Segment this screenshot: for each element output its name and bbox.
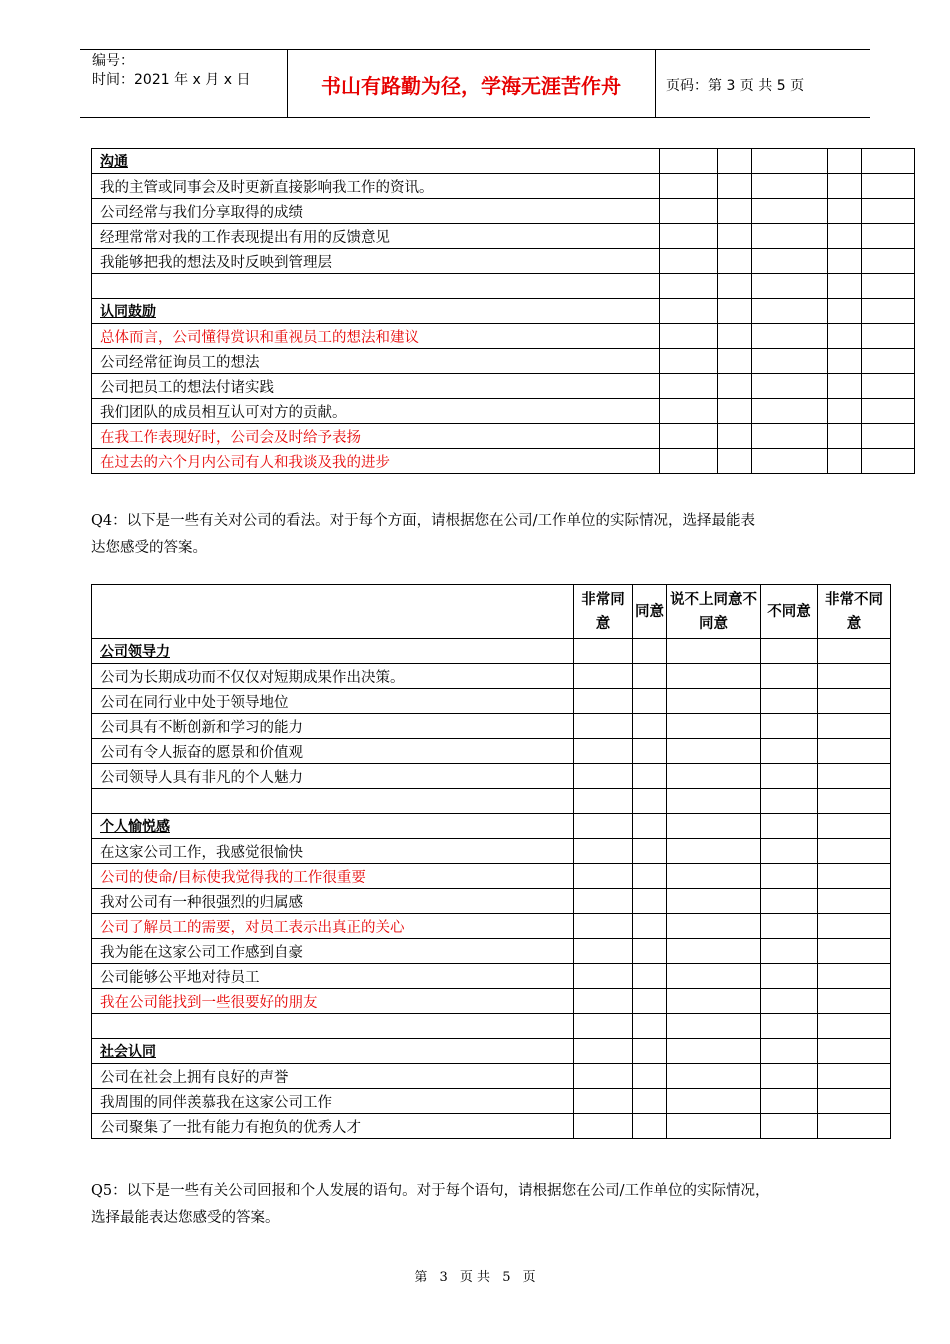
answer-cell[interactable]: [818, 914, 891, 939]
table-row: [92, 664, 891, 689]
answer-cell[interactable]: [633, 764, 667, 789]
footer-mid: 页 共: [459, 1270, 491, 1285]
answer-cell[interactable]: [818, 739, 891, 764]
answer-cell[interactable]: [752, 199, 828, 224]
answer-cell[interactable]: [761, 1064, 818, 1089]
answer-cell[interactable]: [574, 639, 633, 664]
answer-cell[interactable]: [752, 274, 828, 299]
table-row: [92, 199, 915, 224]
answer-cell[interactable]: [761, 639, 818, 664]
answer-cell[interactable]: [718, 199, 752, 224]
question-text: 经理常常对我的工作表现提出有用的反馈意见: [92, 224, 660, 249]
footer-current-page: 3: [439, 1270, 448, 1285]
answer-cell[interactable]: [633, 714, 667, 739]
answer-cell[interactable]: [828, 249, 862, 274]
question-text: 在这家公司工作，我感觉很愉快: [92, 839, 574, 864]
answer-cell[interactable]: [718, 299, 752, 324]
answer-cell[interactable]: [862, 399, 915, 424]
answer-cell[interactable]: [818, 1039, 891, 1064]
answer-cell[interactable]: [862, 174, 915, 199]
answer-cell[interactable]: [862, 324, 915, 349]
answer-cell[interactable]: [828, 324, 862, 349]
answer-cell[interactable]: [818, 1089, 891, 1114]
answer-cell[interactable]: [574, 789, 633, 814]
answer-cell[interactable]: [752, 174, 828, 199]
answer-cell[interactable]: [718, 324, 752, 349]
section-title: 沟通: [100, 154, 128, 170]
answer-cell[interactable]: [718, 424, 752, 449]
answer-cell[interactable]: [828, 174, 862, 199]
answer-cell[interactable]: [667, 839, 761, 864]
answer-cell[interactable]: [660, 299, 718, 324]
answer-cell[interactable]: [633, 964, 667, 989]
answer-cell[interactable]: [718, 349, 752, 374]
header-page-label: 页码：第 3 页 共 5 页: [666, 78, 805, 94]
header-divider-right: [655, 49, 656, 117]
table-row: [92, 1064, 891, 1089]
answer-cell[interactable]: [818, 764, 891, 789]
answer-cell[interactable]: [574, 1064, 633, 1089]
answer-cell[interactable]: [752, 349, 828, 374]
answer-cell[interactable]: [633, 839, 667, 864]
answer-cell[interactable]: [752, 149, 828, 174]
answer-cell[interactable]: [761, 1114, 818, 1139]
answer-cell[interactable]: [633, 789, 667, 814]
answer-cell[interactable]: [574, 739, 633, 764]
answer-cell[interactable]: [761, 964, 818, 989]
answer-cell[interactable]: [862, 149, 915, 174]
answer-cell[interactable]: [667, 664, 761, 689]
question-text: 在我工作表现好时，公司会及时给予表扬: [92, 424, 660, 449]
answer-cell[interactable]: [667, 914, 761, 939]
table-row: [92, 174, 915, 199]
table-row: [92, 864, 891, 889]
answer-cell[interactable]: [667, 1064, 761, 1089]
answer-cell[interactable]: [660, 174, 718, 199]
table-row: [92, 839, 891, 864]
answer-cell[interactable]: [667, 864, 761, 889]
answer-cell[interactable]: [574, 689, 633, 714]
answer-cell[interactable]: [574, 964, 633, 989]
answer-cell[interactable]: [818, 889, 891, 914]
section-title-row: [92, 814, 891, 839]
answer-cell[interactable]: [718, 399, 752, 424]
question-text: 我对公司有一种很强烈的归属感: [92, 889, 574, 914]
q5-instructions: [91, 1178, 891, 1232]
question-text: 公司能够公平地对待员工: [92, 964, 574, 989]
answer-cell[interactable]: [633, 914, 667, 939]
answer-cell[interactable]: [761, 789, 818, 814]
table-row: [92, 324, 915, 349]
answer-cell[interactable]: [752, 249, 828, 274]
answer-cell[interactable]: [828, 399, 862, 424]
question-text: 总体而言，公司懂得赏识和重视员工的想法和建议: [92, 324, 660, 349]
question-text: 我能够把我的想法及时反映到管理层: [92, 249, 660, 274]
answer-cell[interactable]: [818, 789, 891, 814]
header-motto: 书山有路勤为径，学海无涯苦作舟: [321, 74, 621, 98]
answer-cell[interactable]: [667, 814, 761, 839]
section-title-row: [92, 1039, 891, 1064]
answer-cell[interactable]: [667, 714, 761, 739]
section-title: 认同鼓励: [100, 304, 156, 320]
question-text: 公司领导人具有非凡的个人魅力: [92, 764, 574, 789]
table-row: [92, 249, 915, 274]
answer-cell[interactable]: [862, 249, 915, 274]
answer-cell[interactable]: [574, 714, 633, 739]
answer-cell[interactable]: [660, 424, 718, 449]
question-text: 我周围的同伴羡慕我在这家公司工作: [92, 1089, 574, 1114]
question-text: 公司的使命/目标使我觉得我的工作很重要: [92, 864, 574, 889]
page-footer: [0, 1266, 950, 1285]
answer-cell[interactable]: [633, 739, 667, 764]
answer-cell[interactable]: [818, 964, 891, 989]
answer-cell[interactable]: [667, 739, 761, 764]
answer-cell[interactable]: [761, 864, 818, 889]
answer-cell[interactable]: [761, 914, 818, 939]
answer-cell[interactable]: [761, 1039, 818, 1064]
answer-cell[interactable]: [574, 1089, 633, 1114]
answer-cell[interactable]: [633, 1089, 667, 1114]
answer-cell[interactable]: [667, 764, 761, 789]
table-row: [92, 449, 915, 474]
answer-cell[interactable]: [761, 939, 818, 964]
serial-label: 编号：: [92, 53, 134, 69]
answer-cell[interactable]: [633, 989, 667, 1014]
answer-cell[interactable]: [828, 224, 862, 249]
col-strongly-agree: 非常同意: [574, 585, 633, 639]
question-text: 公司把员工的想法付诸实践: [92, 374, 660, 399]
answer-cell[interactable]: [718, 224, 752, 249]
q4-instructions: [91, 508, 891, 562]
section-title-row: [92, 639, 891, 664]
answer-cell[interactable]: [828, 274, 862, 299]
answer-cell[interactable]: [818, 864, 891, 889]
answer-cell[interactable]: [667, 989, 761, 1014]
answer-cell[interactable]: [633, 1039, 667, 1064]
blank-row: [92, 789, 891, 814]
answer-cell[interactable]: [667, 939, 761, 964]
answer-cell[interactable]: [633, 1114, 667, 1139]
answer-cell[interactable]: [660, 374, 718, 399]
answer-cell[interactable]: [862, 199, 915, 224]
answer-cell[interactable]: [660, 324, 718, 349]
header-meta: [92, 52, 250, 90]
answer-cell[interactable]: [633, 1014, 667, 1039]
answer-cell[interactable]: [667, 1014, 761, 1039]
question-text: 我的主管或同事会及时更新直接影响我工作的资讯。: [92, 174, 660, 199]
time-label: 时间：2021 年 x 月 x 日: [92, 72, 251, 88]
answer-cell[interactable]: [574, 939, 633, 964]
answer-cell[interactable]: [667, 964, 761, 989]
answer-cell[interactable]: [660, 274, 718, 299]
question-text: 公司为长期成功而不仅仅对短期成果作出决策。: [92, 664, 574, 689]
table-row: [92, 1114, 891, 1139]
section-title: 社会认同: [100, 1044, 156, 1060]
footer-suffix: 页: [522, 1270, 536, 1285]
answer-cell[interactable]: [818, 1014, 891, 1039]
col-disagree: 不同意: [761, 585, 818, 639]
answer-cell[interactable]: [667, 689, 761, 714]
table-row: [92, 424, 915, 449]
section-title-row: [92, 149, 915, 174]
footer-prefix: 第: [414, 1270, 428, 1285]
answer-cell[interactable]: [574, 864, 633, 889]
section-title: 公司领导力: [100, 644, 170, 660]
table-row: [92, 374, 915, 399]
answer-cell[interactable]: [818, 689, 891, 714]
answer-cell[interactable]: [828, 199, 862, 224]
answer-cell[interactable]: [752, 224, 828, 249]
question-text: 我们团队的成员相互认可对方的贡献。: [92, 399, 660, 424]
answer-cell[interactable]: [660, 199, 718, 224]
answer-cell[interactable]: [862, 424, 915, 449]
answer-cell[interactable]: [718, 449, 752, 474]
answer-cell[interactable]: [828, 299, 862, 324]
answer-cell[interactable]: [667, 1114, 761, 1139]
answer-cell[interactable]: [862, 449, 915, 474]
answer-cell[interactable]: [660, 349, 718, 374]
survey-table-communication: [91, 148, 915, 474]
header-bottom-rule: [80, 117, 870, 118]
answer-cell[interactable]: [633, 664, 667, 689]
answer-cell[interactable]: [818, 664, 891, 689]
answer-cell[interactable]: [660, 449, 718, 474]
answer-cell[interactable]: [574, 764, 633, 789]
answer-cell[interactable]: [574, 814, 633, 839]
table-row: [92, 764, 891, 789]
answer-cell[interactable]: [761, 889, 818, 914]
answer-cell[interactable]: [761, 839, 818, 864]
answer-cell[interactable]: [574, 664, 633, 689]
answer-cell[interactable]: [718, 249, 752, 274]
answer-cell[interactable]: [574, 1039, 633, 1064]
blank-cell: [92, 274, 660, 299]
answer-cell[interactable]: [574, 989, 633, 1014]
answer-cell[interactable]: [862, 299, 915, 324]
answer-cell[interactable]: [574, 1014, 633, 1039]
answer-cell[interactable]: [660, 224, 718, 249]
table-row: [92, 914, 891, 939]
answer-cell[interactable]: [818, 814, 891, 839]
answer-cell[interactable]: [761, 739, 818, 764]
answer-cell[interactable]: [862, 224, 915, 249]
answer-cell[interactable]: [718, 274, 752, 299]
answer-cell[interactable]: [761, 764, 818, 789]
answer-cell[interactable]: [761, 814, 818, 839]
answer-cell[interactable]: [761, 689, 818, 714]
answer-cell[interactable]: [818, 1114, 891, 1139]
answer-cell[interactable]: [667, 789, 761, 814]
answer-cell[interactable]: [828, 449, 862, 474]
answer-cell[interactable]: [862, 374, 915, 399]
table-row: [92, 689, 891, 714]
answer-cell[interactable]: [633, 889, 667, 914]
answer-cell[interactable]: [660, 149, 718, 174]
section-title: 个人愉悦感: [100, 819, 170, 835]
question-text: 公司经常与我们分享取得的成绩: [92, 199, 660, 224]
answer-cell[interactable]: [667, 1089, 761, 1114]
question-text: 公司聚集了一批有能力有抱负的优秀人才: [92, 1114, 574, 1139]
answer-cell[interactable]: [718, 374, 752, 399]
answer-cell[interactable]: [818, 639, 891, 664]
col-neutral: 说不上同意不同意: [667, 585, 761, 639]
table-row: [92, 224, 915, 249]
answer-cell[interactable]: [818, 939, 891, 964]
question-text: 公司具有不断创新和学习的能力: [92, 714, 574, 739]
answer-cell[interactable]: [818, 1064, 891, 1089]
blank-cell: [92, 789, 574, 814]
question-text: 在过去的六个月内公司有人和我谈及我的进步: [92, 449, 660, 474]
answer-cell[interactable]: [660, 399, 718, 424]
answer-cell[interactable]: [633, 814, 667, 839]
table-row: [92, 939, 891, 964]
table-row: [92, 349, 915, 374]
table-header-row: [92, 585, 891, 639]
answer-cell[interactable]: [574, 1114, 633, 1139]
answer-cell[interactable]: [633, 689, 667, 714]
answer-cell[interactable]: [633, 1064, 667, 1089]
answer-cell[interactable]: [574, 839, 633, 864]
table-row: [92, 714, 891, 739]
table-row: [92, 739, 891, 764]
answer-cell[interactable]: [633, 639, 667, 664]
answer-cell[interactable]: [828, 149, 862, 174]
question-text: 我在公司能找到一些很要好的朋友: [92, 989, 574, 1014]
answer-cell[interactable]: [761, 1014, 818, 1039]
table-row: [92, 989, 891, 1014]
question-text: 我为能在这家公司工作感到自豪: [92, 939, 574, 964]
answer-cell[interactable]: [752, 424, 828, 449]
section-title-row: [92, 299, 915, 324]
answer-cell[interactable]: [761, 664, 818, 689]
answer-cell[interactable]: [752, 449, 828, 474]
answer-cell[interactable]: [752, 299, 828, 324]
answer-cell[interactable]: [633, 864, 667, 889]
answer-cell[interactable]: [718, 149, 752, 174]
answer-cell[interactable]: [667, 889, 761, 914]
question-text: 公司有令人振奋的愿景和价值观: [92, 739, 574, 764]
answer-cell[interactable]: [828, 374, 862, 399]
answer-cell[interactable]: [752, 399, 828, 424]
answer-cell[interactable]: [761, 989, 818, 1014]
table-row: [92, 399, 915, 424]
answer-cell[interactable]: [828, 349, 862, 374]
question-text: 公司了解员工的需要，对员工表示出真正的关心: [92, 914, 574, 939]
answer-cell[interactable]: [828, 424, 862, 449]
answer-cell[interactable]: [667, 639, 761, 664]
answer-cell[interactable]: [818, 989, 891, 1014]
col-strongly-disagree: 非常不同意: [818, 585, 891, 639]
answer-cell[interactable]: [633, 939, 667, 964]
question-text: 公司经常征询员工的想法: [92, 349, 660, 374]
answer-cell[interactable]: [574, 889, 633, 914]
footer-total-pages: 5: [502, 1270, 511, 1285]
q5-line-2: 选择最能表达您感受的答案。: [91, 1210, 280, 1226]
answer-cell[interactable]: [718, 174, 752, 199]
question-text: 公司在同行业中处于领导地位: [92, 689, 574, 714]
blank-row: [92, 274, 915, 299]
answer-cell[interactable]: [818, 839, 891, 864]
header-blank-cell: [92, 585, 574, 639]
answer-cell[interactable]: [667, 1039, 761, 1064]
answer-cell[interactable]: [862, 274, 915, 299]
q4-line-2: 达您感受的答案。: [91, 540, 207, 556]
answer-cell[interactable]: [752, 374, 828, 399]
answer-cell[interactable]: [862, 349, 915, 374]
answer-cell[interactable]: [761, 714, 818, 739]
q5-line-1: Q5：以下是一些有关公司回报和个人发展的语句。对于每个语句，请根据您在公司/工作单位的实际情况，: [91, 1183, 770, 1199]
question-text: 公司在社会上拥有良好的声誉: [92, 1064, 574, 1089]
answer-cell[interactable]: [574, 914, 633, 939]
table-row: [92, 889, 891, 914]
blank-row: [92, 1014, 891, 1039]
q4-line-1: Q4：以下是一些有关对公司的看法。对于每个方面，请根据您在公司/工作单位的实际情况，选择最能表: [91, 513, 755, 529]
table-row: [92, 964, 891, 989]
answer-cell[interactable]: [752, 324, 828, 349]
survey-table-company-view: [91, 584, 891, 1139]
answer-cell[interactable]: [761, 1089, 818, 1114]
col-agree: 同意: [633, 585, 667, 639]
table-row: [92, 1089, 891, 1114]
answer-cell[interactable]: [660, 249, 718, 274]
answer-cell[interactable]: [818, 714, 891, 739]
header-top-rule: [80, 49, 870, 50]
blank-cell: [92, 1014, 574, 1039]
